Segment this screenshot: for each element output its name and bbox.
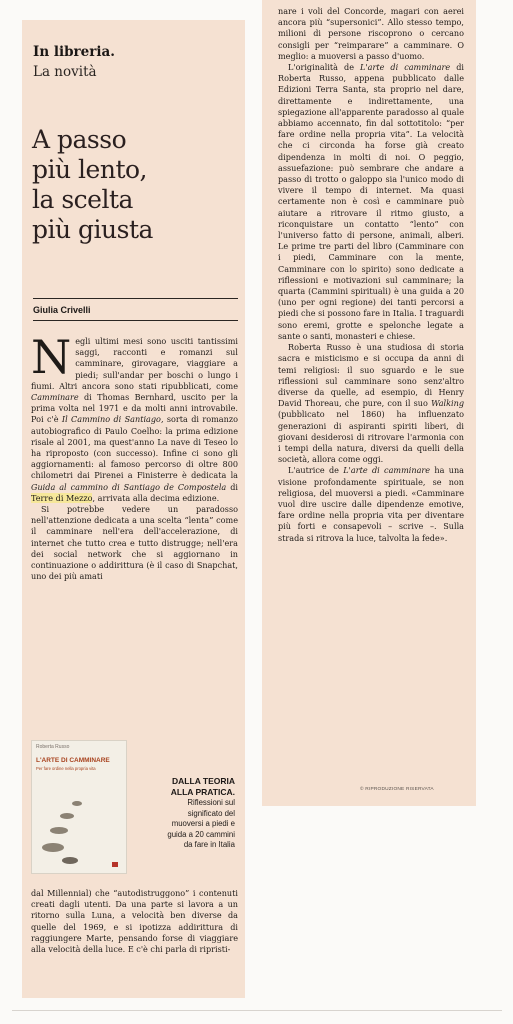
book-cover-image: [31, 740, 127, 874]
book-caption: [130, 776, 235, 851]
caption-line-3: muoversi a piedi e: [171, 819, 235, 829]
p1-text-a: egli ultimi mesi sono usciti tantissimi saggi, racconti e romanzi sul camminare, girovagare, viaggiare a piedi; sull'andar per boschi o lungo i fiumi. Altri ancora sono stati ripubblicati, come: [31, 336, 238, 391]
stone-shape: [72, 801, 82, 806]
book-cover-title: L'ARTE DI CAMMINARE: [36, 757, 110, 764]
r2-title: L'arte di camminare: [360, 62, 451, 73]
p1-title-cammino: Il Cammino di Santiago: [61, 414, 161, 425]
section-sublabel: La novità: [33, 64, 97, 80]
book-cover-subtitle: Per fare ordine nella propria vita: [36, 766, 96, 771]
publisher-logo: [112, 862, 118, 867]
stone-shape: [60, 813, 74, 819]
paragraph-1: [31, 330, 238, 504]
caption-line-1: Riflessioni sul: [187, 798, 235, 807]
p1-text-i: , arrivata alla decima edizione.: [92, 492, 220, 503]
paragraph-r1: nare i voli del Concorde, magari con aerei ancora più “supersonici”. Allo stesso tempo, milioni di persone riscoprono o cercano consigli per “reimparare” a camminare. O meglio: a muoversi a passo d'uomo.: [278, 6, 464, 61]
caption-line-5: da fare in Italia: [183, 840, 235, 850]
byline-rule-bottom: [33, 320, 238, 321]
r4-title: L'arte di camminare: [343, 465, 431, 476]
r3-text-c: (pubblicato nel 1860) ha influenzato generazioni di aspiranti spiriti liberi, di giovani desiderosi di ritrovare l'armonia con i tempi della natura, diversi da quelli della società, allora come oggi.: [278, 409, 464, 465]
paragraph-3: dal Millennial) che “autodistruggono” i contenuti creati dagli utenti. Da una parte si lavora a un ritorno sulla Luna, a velocità ben diverse da quelle del 1969, e si ipotizza addirittura di raggiungere Marte, pensando forse di viaggiare alla velocità della luce. E c'è chi parla di ripristi-: [31, 888, 238, 955]
r2-text-a: L'originalità de: [288, 62, 361, 73]
left-body-top: [31, 330, 238, 582]
book-cover-author: Roberta Russo: [36, 744, 70, 750]
paragraph-r4: [278, 465, 464, 543]
headline-line-4: più giusta: [32, 215, 153, 244]
stone-shape: [42, 843, 64, 852]
headline-line-2: più lento,: [32, 155, 147, 184]
headline-line-3: la scelta: [32, 185, 133, 214]
p1-text-e: , sorta di romanzo autobiografico di Paulo Coelho: la prima edizione risale al 2001, ma quest'anno La nave di Teseo lo ha riproposto (con successo). Infine ci sono gli aggiornamenti: al famoso percorso di oltre 800 chilometri dai Pirenei a Finisterre è dedicata la: [31, 414, 238, 481]
left-body-bottom: [31, 888, 238, 955]
byline-rule-top: [33, 298, 238, 299]
bottom-divider: [12, 1010, 502, 1011]
r3-text-a: Roberta Russo è una studiosa di storia sacra e misticismo e si occupa da anni di temi religiosi: il suo sguardo e le sue riflessioni sul camminare sono senz'altro diverse da quelle, ad esempio, di Henry David Thoreau, che pure, con il suo: [278, 342, 464, 409]
caption-line-4: guida a 20 cammini: [167, 829, 235, 839]
stone-shape: [50, 827, 68, 834]
r4-text-a: L'autrice de: [288, 465, 344, 476]
paragraph-r2: [278, 62, 464, 342]
copyright-notice: © RIPRODUZIONE RISERVATA: [360, 787, 434, 792]
byline: Giulia Crivelli: [33, 305, 91, 315]
r4-text-c: ha una visione profondamente spirituale, se non religiosa, del muoversi a piedi. «Camminare vuol dire uscire dalle dipendenze emotive, fare ordine nella propria vita per diventare più forti e consapevoli – scrive –. Sulla strada si ritrova la luce, talvolta la fede».: [278, 465, 465, 543]
p1-text-c: di Thomas Bernhard, uscito per la prima volta nel 1971 e da molti anni introvabile. Poi c'è: [31, 392, 238, 425]
r2-text-c: di Roberta Russo, appena pubblicato dalle Edizioni Terra Santa, sta proprio nel dare, direttamente e indirettamente, una spiegazione all'apparente paradosso al quale abbiamo accennato, fin dal sottotitolo: “per fare ordine nella propria vita”. La velocità che ci circonda ha forse già creato dipendenza in molti di noi. O peggio, assuefazione: può sembrare che andare a passo di trotto o galoppo sia l'unico modo di vivere il tempo di internet. Ma quasi certamente non è così e camminare può aiutare a ritrovare il ritmo giusto, a riconquistare un contatto “lento” con l'universo fatto di persone, animali, alberi. Le prime tre parti del libro (Camminare con i piedi, Camminare con la mente, Camminare con lo spirito) sono dedicate a riflessioni e motivazioni sul camminare; la quarta (Cammini spirituali) è una guida a 20 (uno per ogni regione) dei tanti percorsi a piedi che si possono fare in Italia. I traguardi sono eremi, grotte e spelonche legate a sante o santi, monasteri e chiese.: [278, 62, 465, 341]
p1-title-camminare: Camminare: [31, 392, 79, 403]
drop-cap: N: [31, 330, 72, 384]
headline-line-1: A passo: [32, 125, 127, 154]
caption-title-1: DALLA TEORIA: [172, 776, 235, 786]
p1-text-g: di: [226, 481, 238, 492]
paragraph-2: Si potrebbe vedere un paradosso nell'attenzione dedicata a una scelta “lenta” come il camminare nell'era dell'accelerazione, di internet che tutto crea e tutto distrugge; nell'era dei social network che si aggiornano in continuazione o addirittura (è il caso di Snapchat, uno dei più amati: [31, 504, 238, 582]
p1-title-guida: Guida al cammino di Santiago de Compostela: [31, 481, 227, 492]
caption-title-2: ALLA PRATICA.: [170, 787, 235, 797]
right-body: [278, 6, 464, 544]
caption-line-2: significato del: [187, 808, 235, 818]
stone-shape: [62, 857, 78, 864]
highlight-terre-di-mezzo: Terre di Mezzo: [31, 492, 93, 503]
headline: [32, 125, 242, 245]
r3-title-walking: Walking: [431, 398, 464, 409]
paragraph-r3: [278, 342, 464, 465]
section-label: In libreria.: [33, 44, 115, 60]
